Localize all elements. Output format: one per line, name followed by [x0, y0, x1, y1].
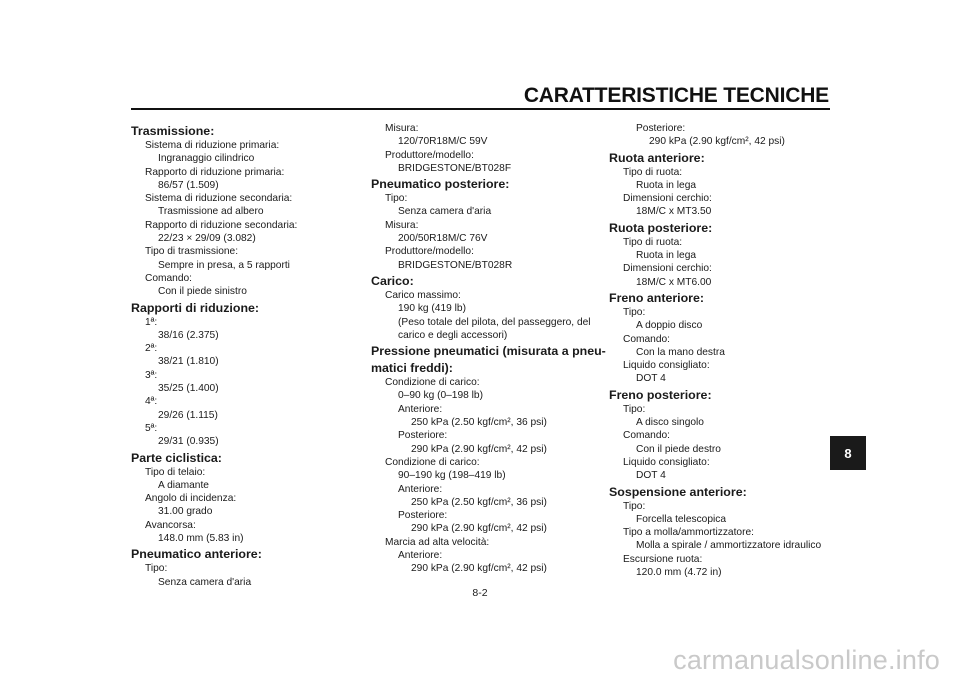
spec-label: Tipo: [145, 563, 168, 575]
spec-value: 290 kPa (2.90 kgf/cm², 42 psi) [411, 523, 547, 535]
spec-value: Sempre in presa, a 5 rapporti [158, 259, 290, 271]
spec-column-2 [371, 122, 606, 576]
spec-value: A diamante [158, 479, 209, 491]
spec-label: Tipo di ruota: [623, 236, 683, 248]
spec-value: 290 kPa (2.90 kgf/cm², 42 psi) [411, 563, 547, 575]
spec-value: 31.00 grado [158, 506, 213, 518]
spec-value: Posteriore: [398, 510, 448, 522]
spec-label: Produttore/modello: [385, 149, 474, 161]
spec-value: 120.0 mm (4.72 in) [636, 567, 722, 579]
section-heading: Pneumatico posteriore: [371, 177, 510, 192]
spec-label: Angolo di incidenza: [145, 493, 237, 505]
section-heading: Pneumatico anteriore: [131, 547, 262, 562]
spec-value: 22/23 × 29/09 (3.082) [158, 233, 256, 245]
section-heading: Parte ciclistica: [131, 450, 222, 465]
spec-value: 86/57 (1.509) [158, 179, 219, 191]
spec-label: Liquido consigliato: [623, 456, 710, 468]
spec-label: 3ª: [145, 369, 158, 381]
spec-value: 190 kg (419 lb) [398, 303, 466, 315]
spec-label: Dimensioni cerchio: [623, 193, 712, 205]
section-heading: Ruota posteriore: [609, 220, 713, 235]
section-heading: Ruota anteriore: [609, 150, 705, 165]
spec-value: Con la mano destra [636, 346, 725, 358]
spec-value: A disco singolo [636, 417, 704, 429]
spec-value: 0–90 kg (0–198 lb) [398, 390, 483, 402]
spec-label: Carico massimo: [385, 289, 461, 301]
page-number: 8-2 [472, 587, 488, 599]
spec-label: Rapporto di riduzione secondaria: [145, 219, 298, 231]
spec-value: Ingranaggio cilindrico [158, 153, 255, 165]
section-heading: matici freddi): [371, 361, 453, 376]
section-heading: Pressione pneumatici (misurata a pneu- [371, 344, 606, 359]
spec-value: A doppio disco [636, 320, 703, 332]
spec-label: Liquido consigliato: [623, 360, 710, 372]
spec-value: Molla a spirale / ammortizzatore idraulico [636, 540, 822, 552]
spec-value: 18M/C x MT3.50 [636, 206, 712, 218]
spec-column-3 [609, 122, 841, 579]
spec-value: 148.0 mm (5.83 in) [158, 533, 244, 545]
spec-label: Comando: [145, 272, 193, 284]
section-heading: Freno anteriore: [609, 290, 705, 305]
spec-value: 38/16 (2.375) [158, 329, 219, 341]
spec-value: carico e degli accessori) [398, 329, 508, 341]
section-heading: Rapporti di riduzione: [131, 300, 260, 315]
section-heading: Trasmissione: [131, 124, 215, 138]
spec-value: Ruota in lega [636, 250, 697, 262]
spec-value: BRIDGESTONE/BT028F [398, 162, 512, 174]
spec-value: 250 kPa (2.50 kgf/cm², 36 psi) [411, 417, 547, 429]
title-rule [131, 108, 830, 110]
spec-value: DOT 4 [636, 470, 666, 482]
spec-label: Produttore/modello: [385, 246, 474, 258]
spec-label: Rapporto di riduzione primaria: [145, 166, 285, 178]
spec-label: Sistema di riduzione secondaria: [145, 193, 293, 205]
spec-label: Dimensioni cerchio: [623, 263, 712, 275]
spec-value: Anteriore: [398, 483, 443, 495]
page-title: CARATTERISTICHE TECNICHE [523, 84, 829, 107]
spec-value: Con il piede sinistro [158, 286, 247, 298]
spec-label: Marcia ad alta velocità: [385, 536, 490, 548]
section-heading: Carico: [371, 273, 414, 288]
spec-label: Tipo: [385, 193, 408, 205]
spec-column-1 [131, 122, 363, 589]
spec-value: Anteriore: [398, 403, 443, 415]
spec-value: 200/50R18M/C 76V [398, 233, 488, 245]
spec-value: Con il piede destro [636, 443, 721, 455]
spec-label: Tipo di ruota: [623, 166, 683, 178]
spec-label: Comando: [623, 333, 671, 345]
spec-label: Escursione ruota: [623, 553, 703, 565]
spec-value: 120/70R18M/C 59V [398, 136, 488, 148]
spec-label: Tipo di telaio: [145, 466, 206, 478]
spec-value: 18M/C x MT6.00 [636, 276, 712, 288]
spec-value: Posteriore: [636, 123, 686, 134]
spec-value: 35/25 (1.400) [158, 383, 219, 395]
spec-value: Senza camera d'aria [158, 576, 252, 588]
spec-value: Posteriore: [398, 430, 448, 442]
spec-label: Tipo: [623, 306, 646, 318]
spec-label: 1ª: [145, 316, 158, 328]
spec-value: DOT 4 [636, 373, 666, 385]
spec-label: Tipo: [623, 403, 646, 415]
watermark: carmanualsonline.info [673, 645, 940, 675]
spec-label: Comando: [623, 430, 671, 442]
spec-label: Condizione di carico: [385, 456, 480, 468]
spec-value: Senza camera d'aria [398, 206, 492, 218]
spec-value: 29/31 (0.935) [158, 436, 219, 448]
spec-value: (Peso totale del pilota, del passeggero, del [398, 316, 591, 328]
spec-label: 4ª: [145, 396, 158, 408]
spec-value: BRIDGESTONE/BT028R [398, 259, 513, 271]
spec-value: Forcella telescopica [636, 513, 727, 525]
spec-label: Condizione di carico: [385, 377, 480, 389]
spec-value: Trasmissione ad albero [158, 206, 264, 218]
spec-label: Avancorsa: [145, 519, 196, 531]
spec-value: 29/26 (1.115) [158, 409, 218, 421]
spec-value: 290 kPa (2.90 kgf/cm², 42 psi) [649, 136, 785, 148]
spec-value: Ruota in lega [636, 179, 697, 191]
spec-label: Tipo: [623, 500, 646, 512]
spec-value: 38/21 (1.810) [158, 356, 219, 368]
spec-value: 290 kPa (2.90 kgf/cm², 42 psi) [411, 443, 547, 455]
spec-label: Misura: [385, 123, 419, 134]
spec-label: Misura: [385, 219, 419, 231]
spec-label: Sistema di riduzione primaria: [145, 140, 280, 151]
spec-label: Tipo a molla/ammortizzatore: [623, 527, 754, 539]
section-heading: Sospensione anteriore: [609, 484, 747, 499]
spec-value: Anteriore: [398, 550, 443, 562]
spec-label: 5ª: [145, 422, 158, 434]
spec-label: Tipo di trasmissione: [145, 246, 239, 258]
spec-value: 250 kPa (2.50 kgf/cm², 36 psi) [411, 496, 547, 508]
chapter-tab[interactable]: 8 [830, 436, 866, 470]
spec-value: 90–190 kg (198–419 lb) [398, 470, 506, 482]
section-heading: Freno posteriore: [609, 387, 712, 402]
spec-label: 2ª: [145, 343, 158, 355]
